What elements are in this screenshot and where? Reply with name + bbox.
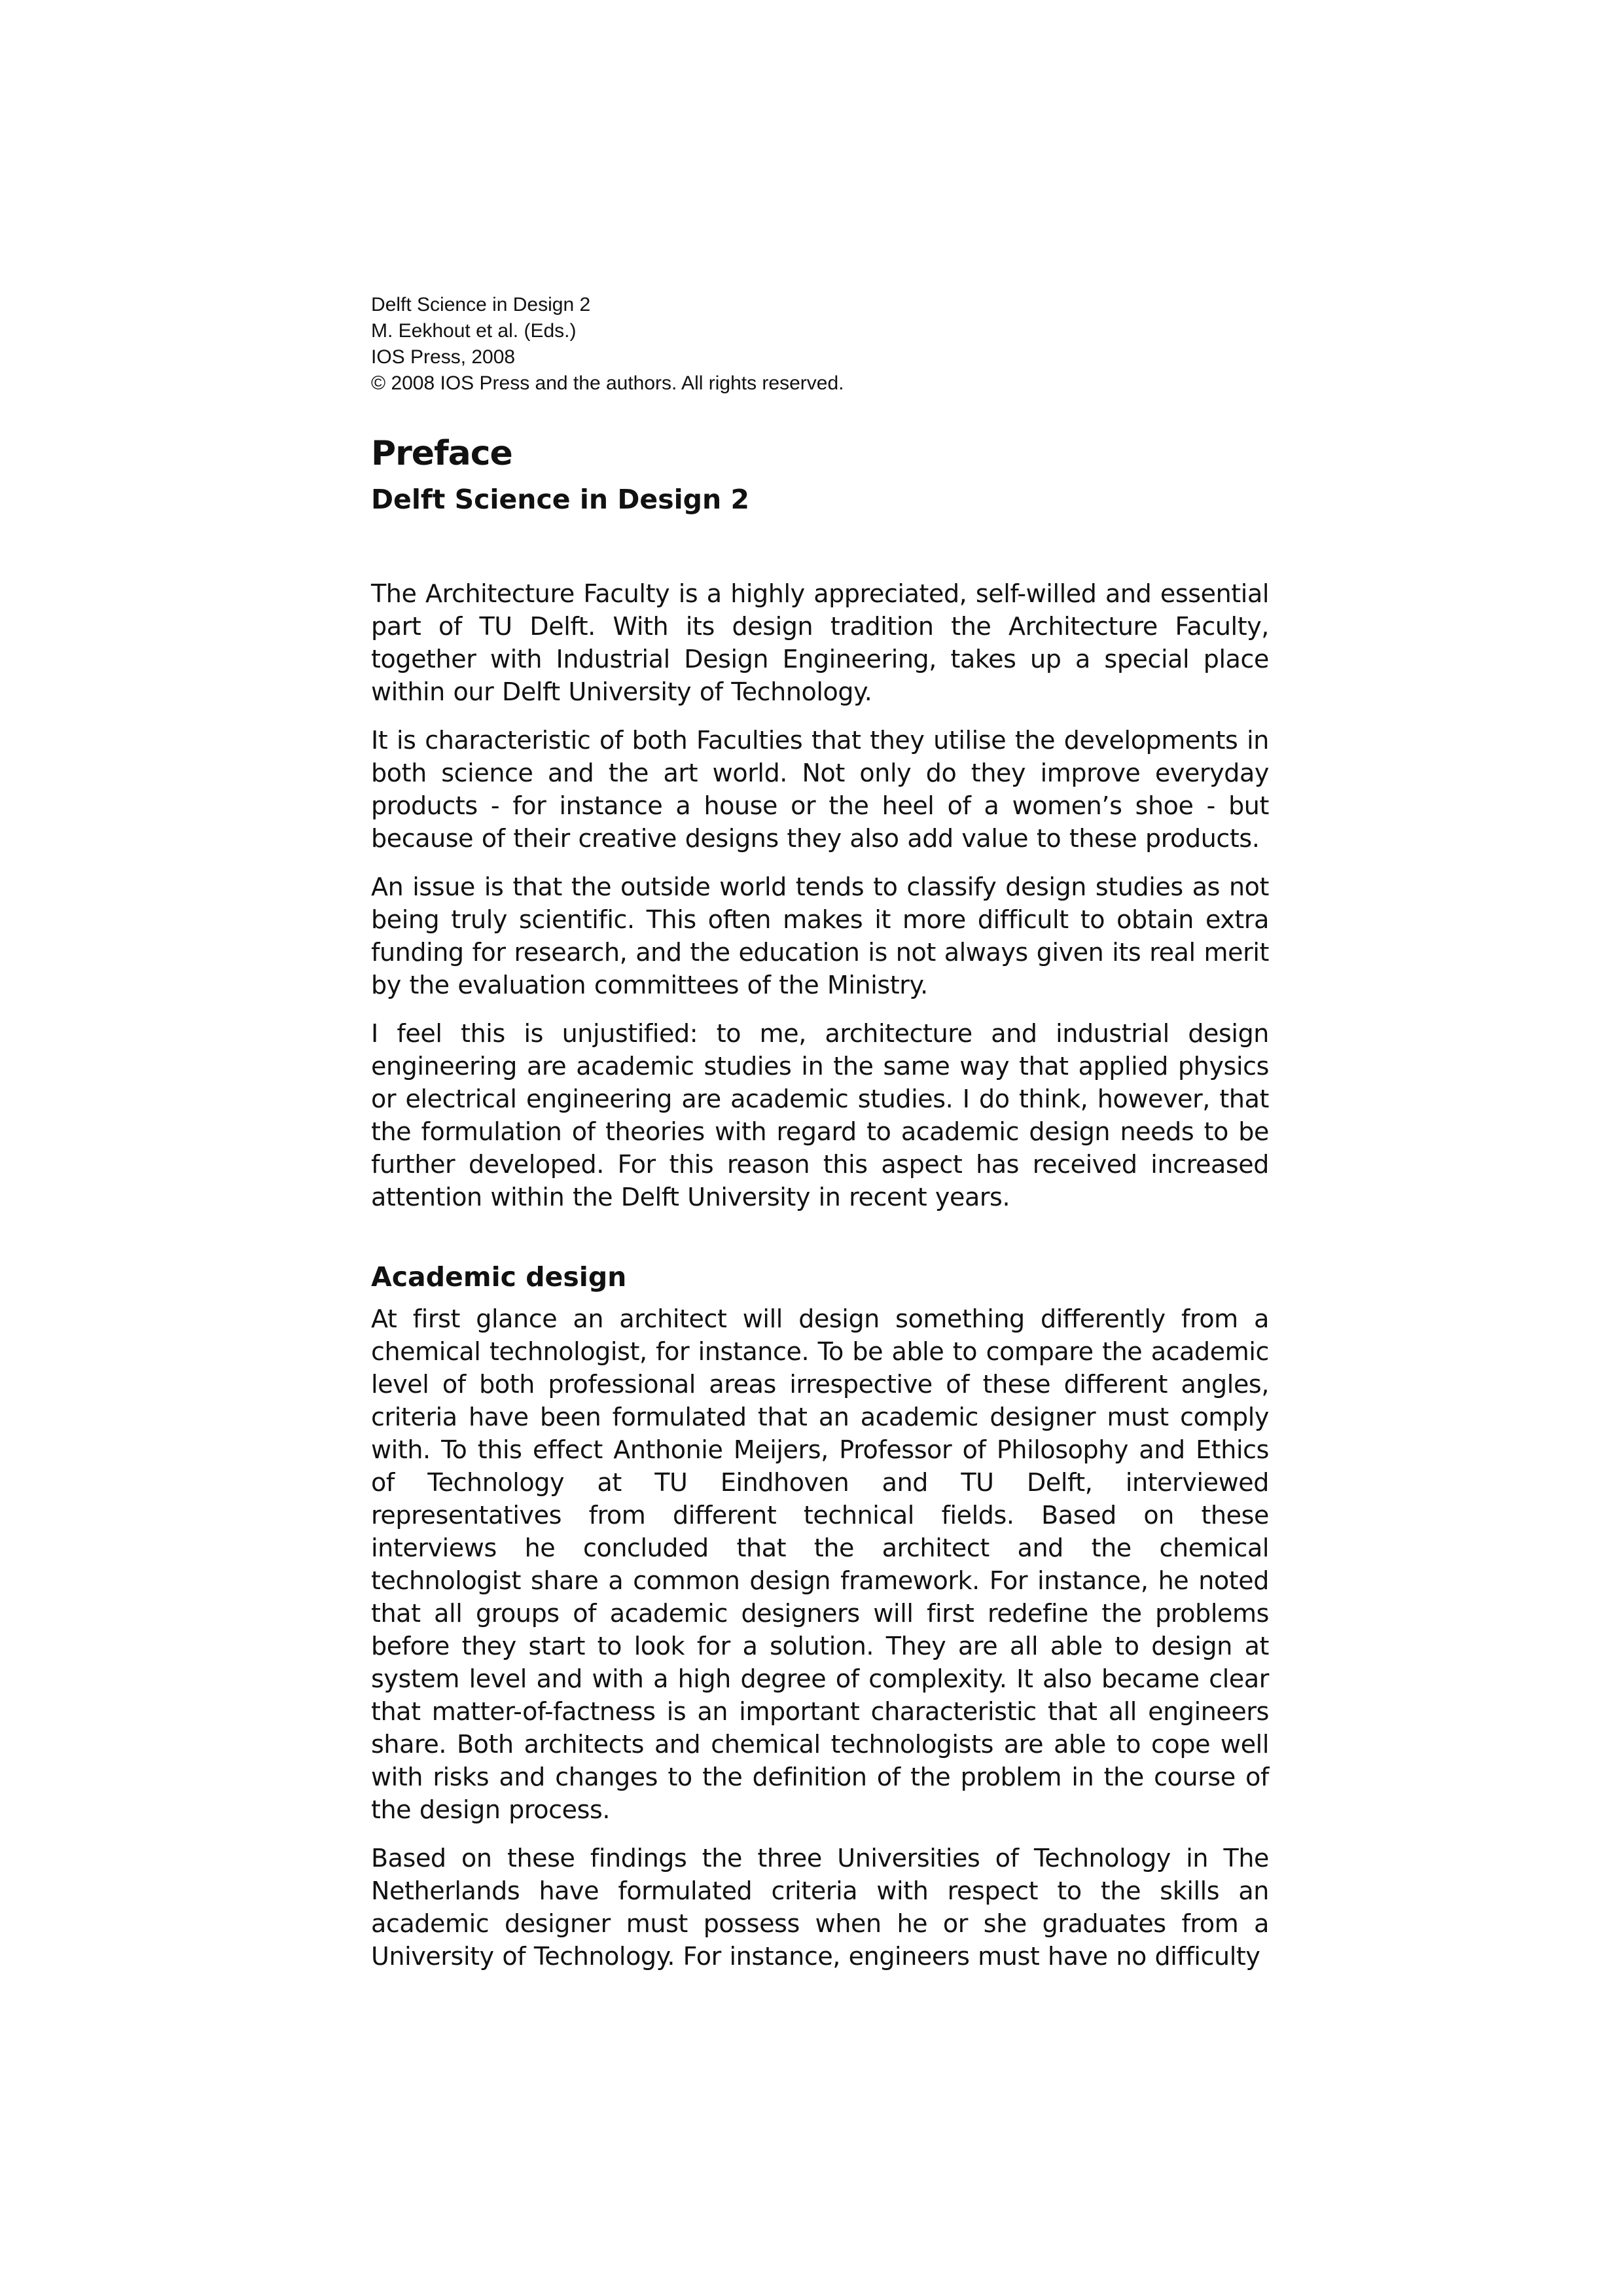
paragraph-4: I feel this is unjustified: to me, architecture and industrial design engineering are academic studies in the same way that applied physics or electrical engineering are academic studies. I do think, however, that the formulation of theories with regard to academic design needs to be further developed. For this reason this aspect has received increased attention within the Delft University in recent years. [371, 1019, 1269, 1211]
paragraph-2: It is characteristic of both Faculties that they utilise the developments in both science and the art world. Not only do they improve everyday products - for instance a house or the heel of a women’s shoe - but because of their creative designs they also add value to these products. [371, 726, 1269, 853]
section-paragraph-1: At first glance an architect will design something differently from a chemical technologist, for instance. To be able to compare the academic level of both professional areas irrespective of these different angles, criteria have been formulated that an academic designer must comply with. To this effect Anthonie Meijers, Professor of Philosophy and Ethics of Technology at TU Eindhoven and TU Delft, interviewed representatives from different technical fields. Based on these interviews he concluded that the architect and the chemical technologist share a common design framework. For instance, he noted that all groups of academic designers will first redefine the problems before they start to look for a solution. They are all able to design at system level and with a high degree of complexity. It also became clear that matter-of-factness is an important characteristic that all engineers share. Both architects and chemical technologists are able to cope well with risks and changes to the definition of the problem in the course of the design process. [371, 1304, 1269, 1824]
paragraph-1: The Architecture Faculty is a highly appreciated, self-willed and essential part of TU Delft. With its design tradition the Architecture Faculty, together with Industrial Design Engineering, takes up a special place within our Delft University of Technology. [371, 579, 1269, 706]
publication-header [371, 292, 1287, 397]
page-title: Preface [371, 434, 512, 473]
section-paragraph-2: Based on these findings the three Universities of Technology in The Netherlands have formulated criteria with respect to the skills an academic designer must possess when he or she graduates from a University of Technology. For instance, engineers must have no difficulty [371, 1844, 1269, 1971]
page-subtitle: Delft Science in Design 2 [371, 484, 750, 515]
header-editors: M. Eekhout et al. (Eds.) [371, 320, 577, 342]
section-heading-academic-design: Academic design [371, 1261, 627, 1293]
header-book-title: Delft Science in Design 2 [371, 294, 591, 315]
header-copyright: © 2008 IOS Press and the authors. All rights reserved. [371, 372, 844, 394]
body-text [371, 577, 1269, 1973]
header-publisher: IOS Press, 2008 [371, 346, 516, 368]
paragraph-3: An issue is that the outside world tends to classify design studies as not being truly scientific. This often makes it more difficult to obtain extra funding for research, and the education is not always given its real merit by the evaluation committees of the Ministry. [371, 872, 1269, 999]
main-content [371, 432, 1269, 1988]
